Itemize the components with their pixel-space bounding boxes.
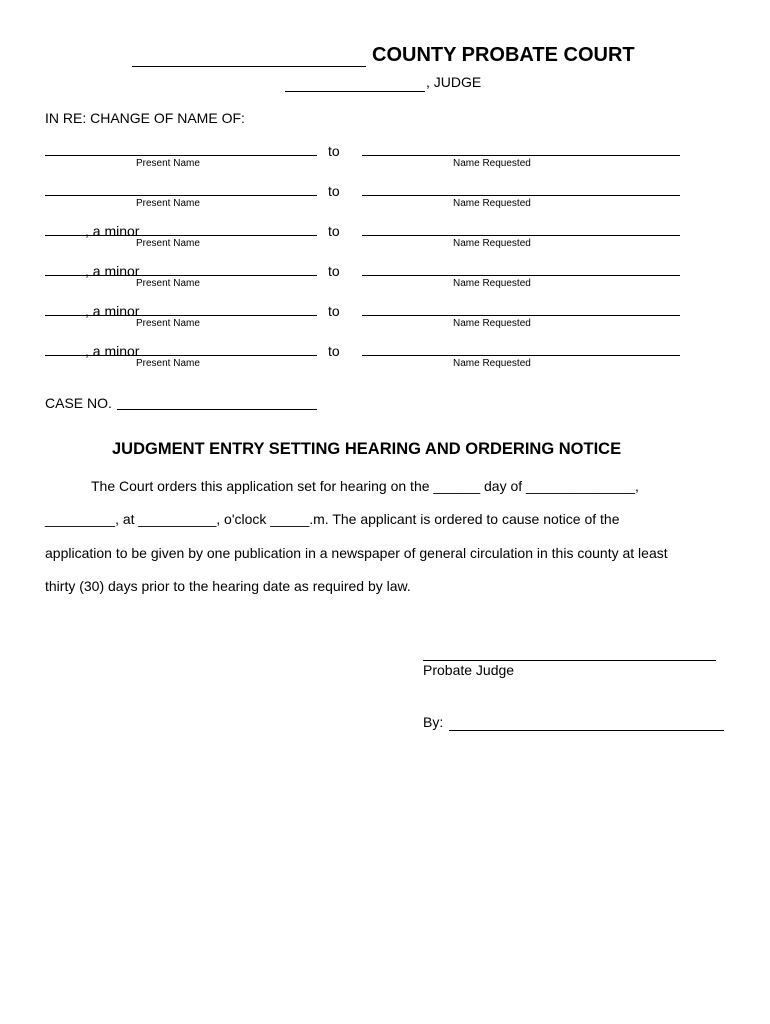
name-requested-caption-1: Name Requested bbox=[453, 158, 531, 169]
name-requested-blank-6[interactable] bbox=[362, 355, 680, 356]
present-name-blank-2[interactable] bbox=[45, 195, 317, 196]
name-requested-caption-6: Name Requested bbox=[453, 358, 531, 369]
probate-judge-label: Probate Judge bbox=[423, 662, 515, 678]
name-requested-blank-4[interactable] bbox=[362, 275, 680, 276]
to-label-2: to bbox=[328, 183, 340, 199]
present-name-caption-2: Present Name bbox=[136, 198, 200, 209]
name-requested-caption-4: Name Requested bbox=[453, 278, 531, 289]
minor-label-3: , a minor bbox=[85, 223, 140, 239]
judge-label: , JUDGE bbox=[426, 74, 482, 90]
to-label-3: to bbox=[328, 223, 340, 239]
to-label-1: to bbox=[328, 143, 340, 159]
case-number-blank[interactable] bbox=[117, 409, 317, 410]
to-label-5: to bbox=[328, 303, 340, 319]
name-requested-blank-5[interactable] bbox=[362, 315, 680, 316]
present-name-caption-6: Present Name bbox=[136, 358, 200, 369]
name-requested-blank-2[interactable] bbox=[362, 195, 680, 196]
by-label: By: bbox=[423, 714, 444, 730]
present-name-caption-4: Present Name bbox=[136, 278, 200, 289]
case-number-label: CASE NO. bbox=[45, 395, 112, 411]
by-signature-line[interactable] bbox=[449, 730, 724, 731]
judge-name-blank[interactable] bbox=[285, 91, 425, 92]
name-requested-blank-1[interactable] bbox=[362, 155, 680, 156]
judgment-paragraph-line-3: application to be given by one publication in a newspaper of general circulation in this county at least bbox=[45, 545, 668, 561]
present-name-caption-1: Present Name bbox=[136, 158, 200, 169]
to-label-4: to bbox=[328, 263, 340, 279]
present-name-caption-3: Present Name bbox=[136, 238, 200, 249]
minor-label-6: , a minor bbox=[85, 343, 140, 359]
in-re-label: IN RE: CHANGE OF NAME OF: bbox=[45, 110, 245, 126]
present-name-caption-5: Present Name bbox=[136, 318, 200, 329]
judgment-paragraph-line-4: thirty (30) days prior to the hearing date as required by law. bbox=[45, 578, 411, 594]
minor-label-5: , a minor bbox=[85, 303, 140, 319]
name-requested-caption-2: Name Requested bbox=[453, 198, 531, 209]
judgment-paragraph-line-1: The Court orders this application set for hearing on the ______ day of ______________, bbox=[91, 478, 639, 494]
county-name-blank[interactable] bbox=[132, 66, 366, 67]
name-requested-caption-5: Name Requested bbox=[453, 318, 531, 329]
probate-judge-signature-line[interactable] bbox=[423, 660, 716, 661]
present-name-blank-1[interactable] bbox=[45, 155, 317, 156]
to-label-6: to bbox=[328, 343, 340, 359]
court-title: COUNTY PROBATE COURT bbox=[372, 44, 635, 66]
judgment-heading: JUDGMENT ENTRY SETTING HEARING AND ORDERING NOTICE bbox=[112, 440, 622, 458]
judgment-paragraph-line-2: _________, at __________, o'clock _____.m. The applicant is ordered to cause notice of the bbox=[45, 511, 620, 527]
minor-label-4: , a minor bbox=[85, 263, 140, 279]
name-requested-blank-3[interactable] bbox=[362, 235, 680, 236]
name-requested-caption-3: Name Requested bbox=[453, 238, 531, 249]
